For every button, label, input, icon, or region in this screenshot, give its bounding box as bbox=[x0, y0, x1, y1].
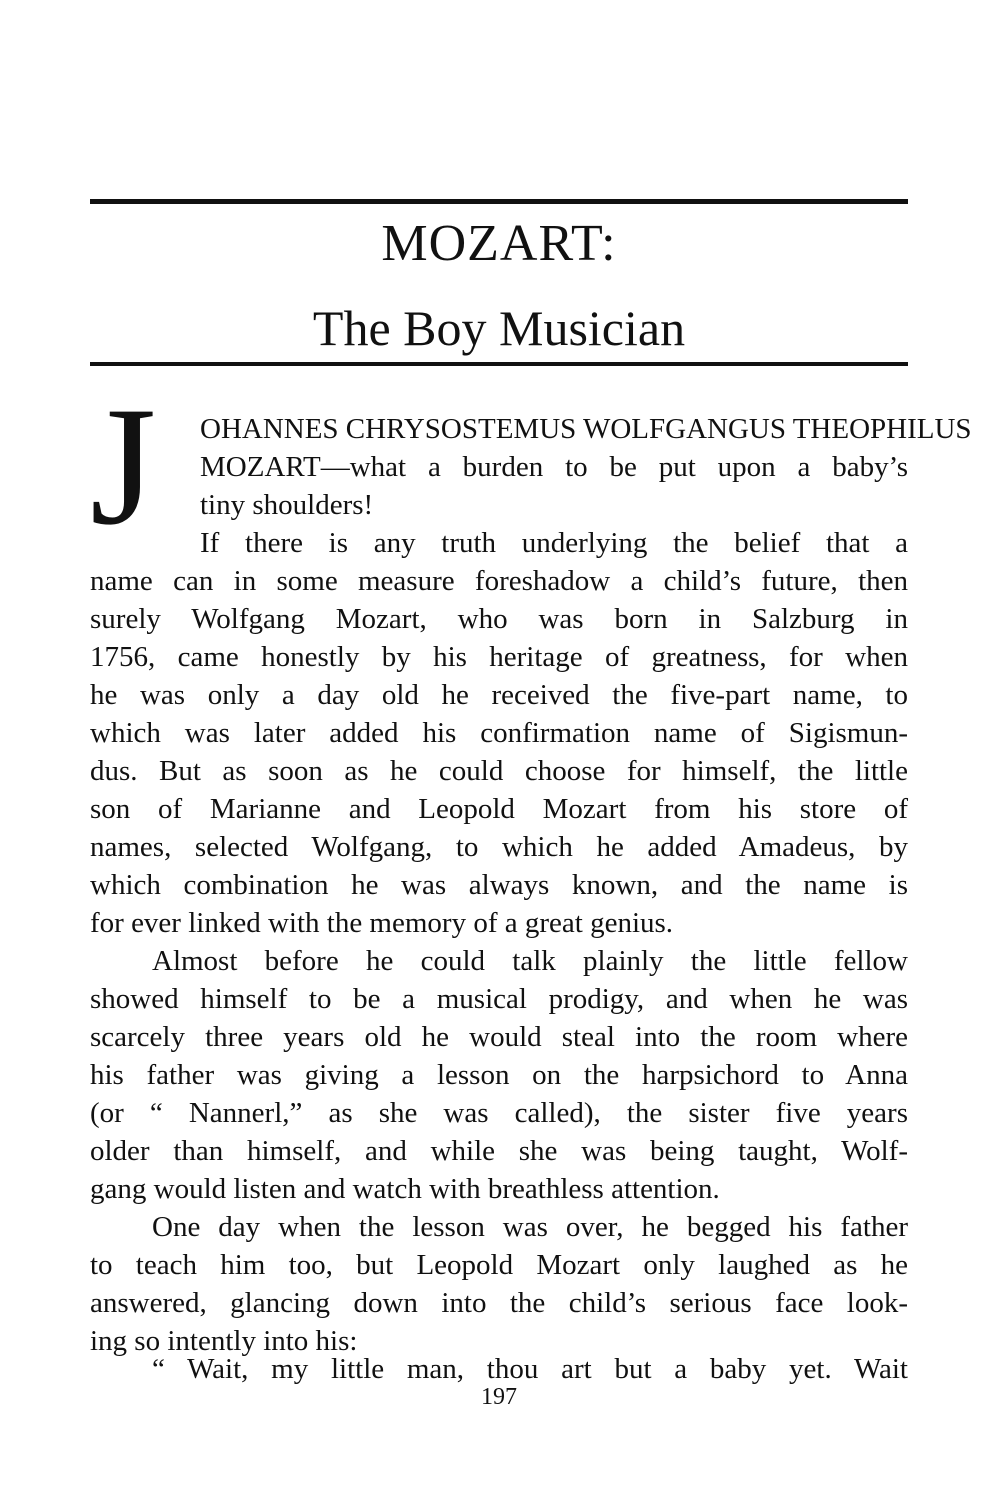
text-line: scarcely three years old he would steal into the room where bbox=[90, 1021, 908, 1053]
text-line: OHANNES CHRYSOSTEMUS WOLFGANGUS THEOPHILUS bbox=[200, 413, 972, 445]
text-line: ing so intently into his: bbox=[90, 1325, 358, 1357]
text-line: One day when the lesson was over, he begged his father bbox=[152, 1211, 908, 1243]
text-line: 1756, came honestly by his heritage of greatness, for when bbox=[90, 641, 908, 673]
text-line: which combination he was always known, and the name is bbox=[90, 869, 908, 901]
text-line: his father was giving a lesson on the harpsichord to Anna bbox=[90, 1059, 908, 1091]
text-line: “ Wait, my little man, thou art but a baby yet. Wait bbox=[152, 1353, 908, 1385]
text-line: to teach him too, but Leopold Mozart only laughed as he bbox=[90, 1249, 908, 1281]
chapter-subtitle: The Boy Musician bbox=[312, 300, 686, 356]
text-line: older than himself, and while she was being taught, Wolf- bbox=[90, 1135, 908, 1167]
text-line: dus. But as soon as he could choose for himself, the little bbox=[90, 755, 908, 787]
text-line: gang would listen and watch with breathless attention. bbox=[90, 1173, 720, 1205]
top-rule bbox=[90, 199, 908, 204]
drop-cap: J bbox=[90, 372, 157, 560]
text-line: (or “ Nannerl,” as she was called), the sister five years bbox=[90, 1097, 908, 1129]
book-page bbox=[90, 0, 972, 1512]
text-line: Almost before he could talk plainly the little fellow bbox=[152, 945, 908, 977]
text-line: answered, glancing down into the child’s serious face look- bbox=[90, 1287, 908, 1319]
text-line: for ever linked with the memory of a great genius. bbox=[90, 907, 674, 939]
text-line: he was only a day old he received the five-part name, to bbox=[90, 679, 908, 711]
text-line: If there is any truth underlying the belief that a bbox=[200, 527, 908, 559]
text-line: showed himself to be a musical prodigy, and when he was bbox=[90, 983, 908, 1015]
text-line: son of Marianne and Leopold Mozart from his store of bbox=[90, 793, 908, 825]
text-line: MOZART—what a burden to be put upon a baby’s bbox=[200, 451, 908, 483]
text-line: name can in some measure foreshadow a child’s future, then bbox=[90, 565, 908, 597]
chapter-title: MOZART: bbox=[381, 215, 617, 272]
bottom-rule bbox=[90, 362, 908, 366]
text-line: tiny shoulders! bbox=[200, 489, 374, 521]
page-number: 197 bbox=[481, 1384, 517, 1410]
text-line: surely Wolfgang Mozart, who was born in Salzburg in bbox=[90, 603, 908, 635]
text-line: names, selected Wolfgang, to which he added Amadeus, by bbox=[90, 831, 908, 863]
text-line: which was later added his confirmation name of Sigismun- bbox=[90, 717, 908, 749]
